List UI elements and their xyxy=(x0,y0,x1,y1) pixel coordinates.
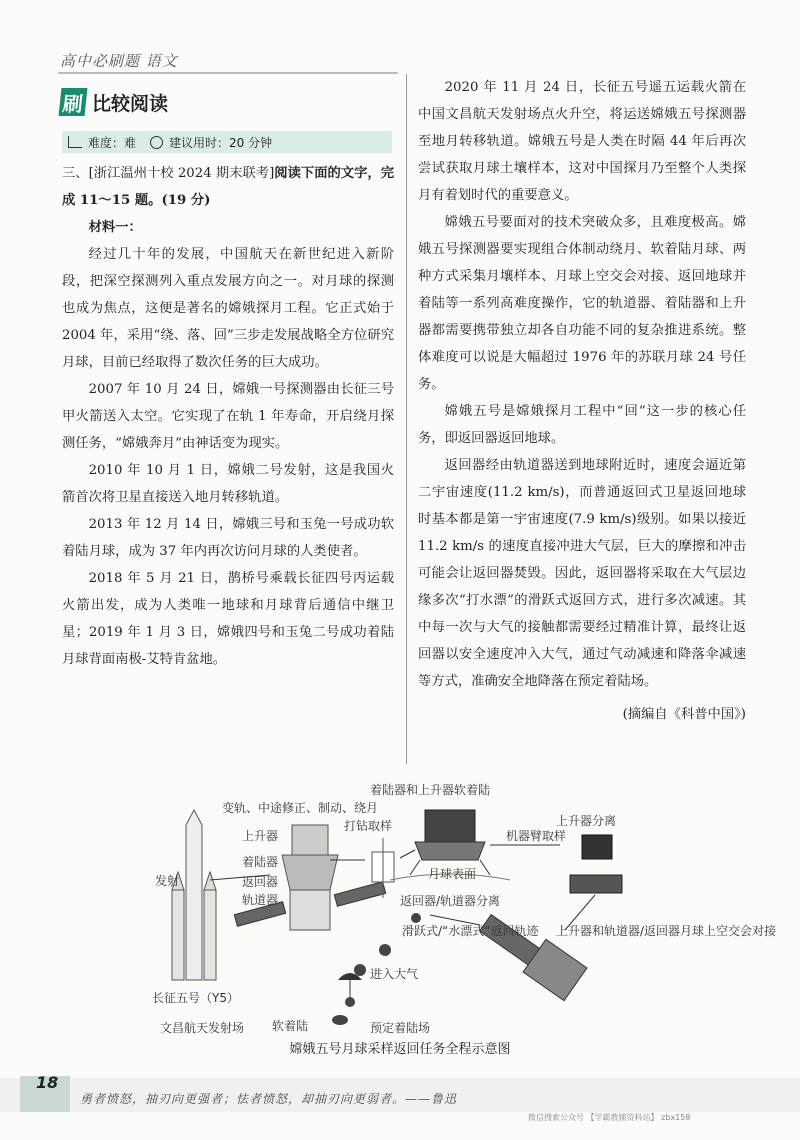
paragraph: 2010 年 10 月 1 日，嫦娥二号发射，这是我国火箭首次将卫星直接送入地月转移轨道。 xyxy=(62,463,394,505)
difficulty-label: 难度：难 xyxy=(88,135,137,150)
label-orbit-ops: 变轨、中途修正、制动、绕月 xyxy=(222,801,379,815)
paragraph: 返回器经由轨道器送到地球附近时，速度会逼近第二宇宙速度(11.2 km/s)，而普通返回式卫星返回地球时基本都是第一宇宙速度(7.9 km/s)级别。如果以接近 11.2 km/s 的速度直接冲进大气层，巨大的摩擦和冲击可能会让返回器焚毁。因此，返回器将采取在大气层边缘多次“打水漂”的滑跃式返回方式，进行多次减速。其中每一次与大气的接触都需要经过精准计算，最终让返回器以安全速度冲入大气，通过气动减速和降落伞减速等方式，准确安全地降落在预定着陆场。 xyxy=(418,458,746,689)
section-title xyxy=(60,88,168,116)
label-dock: 上升器和轨道器/返回器月球上空交会对接 xyxy=(556,924,777,938)
label-orbiter: 轨道器 xyxy=(242,893,279,907)
left-column xyxy=(62,160,394,673)
paragraph: 嫦娥五号是嫦娥探月工程中“回”这一步的核心任务，即返回器返回地球。 xyxy=(418,404,746,446)
brush-icon: 刷 xyxy=(59,88,88,116)
ascender-icon xyxy=(570,835,622,893)
label-land-on-moon: 着陆器和上升器软着陆 xyxy=(370,783,491,797)
label-launch: 发射 xyxy=(155,874,180,888)
label-returner: 返回器 xyxy=(242,875,279,889)
info-bar xyxy=(62,131,392,153)
mission-diagram xyxy=(60,780,777,1055)
source-citation: (摘编自《科普中国》) xyxy=(622,707,746,722)
rocket-icon xyxy=(172,810,216,980)
footer-quote: 勇者愤怒，抽刃向更强者；怯者愤怒，却抽刃向更弱者。——鲁迅 xyxy=(80,1092,458,1106)
paragraph: 2013 年 12 月 14 日，嫦娥三号和玉兔一号成功软着陆月球，成为 37 年内再次访问月球的人类使者。 xyxy=(62,517,394,559)
paragraph: 经过几十年的发展，中国航天在新世纪进入新阶段，把深空探测列入重点发展方向之一。对月球的探测也成为焦点，这便是著名的嫦娥探月工程。它正式始于 2004 年，采用“绕、落、回”三步走发展战略全方位研究月球，目前已经取得了数次任务的巨大成功。 xyxy=(62,247,394,370)
label-drill: 打钻取样 xyxy=(344,819,393,833)
landed-capsule-icon xyxy=(332,1015,348,1025)
parachute-icon xyxy=(338,973,362,1007)
label-landing-site: 预定着陆场 xyxy=(370,1021,431,1035)
label-reentry: 进入大气 xyxy=(370,967,419,981)
page-number: 18 xyxy=(36,1073,59,1092)
label-lander: 着陆器 xyxy=(242,855,279,869)
question-instruction: 阅读下面的文字，完成 11～15 题。(19 分) xyxy=(62,166,395,208)
label-soft-land: 软着陆 xyxy=(272,1019,309,1033)
question-source: 三、[浙江温州十校 2024 期末联考] xyxy=(62,166,275,181)
time-label: 建议用时：20 分钟 xyxy=(169,135,273,150)
paragraph: 嫦娥五号要面对的技术突破众多，且难度极高。嫦娥五号探测器要实现组合体制动绕月、软着陆月球、两种方式采集月壤样本、月球上空交会对接、返回地球并着陆等一系列高难度操作，它的轨道器、着陆器和上升器都需要携带独立却各自功能不同的复杂推进系统。整体难度可以说是大幅超过 1976 年的苏联月球 24 号任务。 xyxy=(418,215,746,392)
material-label: 材料一： xyxy=(88,220,142,235)
label-skip: 滑跃式/“水漂式”返回轨迹 xyxy=(402,924,539,938)
diagram-caption: 嫦娥五号月球采样返回任务全程示意图 xyxy=(289,1042,511,1057)
book-header: 高中必刷题 语文 xyxy=(60,52,178,70)
label-site: 文昌航天发射场 xyxy=(160,1021,245,1035)
clock-icon xyxy=(150,136,163,149)
difficulty-icon xyxy=(68,136,82,148)
paragraph: 2018 年 5 月 21 日，鹊桥号乘载长征四号丙运载火箭出发，成为人类唯一地球和月球背后通信中继卫星；2019 年 1 月 3 日，嫦娥四号和玉兔二号成功着陆月球背面南极-艾特肯盆地。 xyxy=(62,571,394,667)
label-arm: 机器臂取样 xyxy=(506,829,567,843)
label-asc-separate: 上升器分离 xyxy=(556,814,617,828)
watermark-text: 微信搜索公众号 【学霸教辅资料站】 zbx158 xyxy=(528,1113,691,1122)
label-separate: 返回器/轨道器分离 xyxy=(400,894,501,908)
column-divider xyxy=(406,74,407,764)
label-moon-surface: 月球表面 xyxy=(428,867,477,881)
paragraph: 2020 年 11 月 24 日，长征五号遥五运载火箭在中国文昌航天发射场点火升空，将运送嫦娥五号探测器至地月转移轨道。嫦娥五号是人类在时隔 44 年后再次尝试获取月球土壤样本，这对中国探月乃至整个人类探月有着划时代的重要意义。 xyxy=(418,80,746,203)
label-rocket: 长征五号（Y5） xyxy=(152,991,239,1005)
question-header xyxy=(62,160,394,214)
paragraph: 2007 年 10 月 24 日，嫦娥一号探测器由长征三号甲火箭送入太空。它实现了在轨 1 年寿命，开启绕月探测任务，“嫦娥奔月”由神话变为现实。 xyxy=(62,382,394,451)
section-title-text: 比较阅读 xyxy=(92,92,169,115)
header-divider xyxy=(58,72,398,74)
right-column xyxy=(418,74,746,728)
label-ascender: 上升器 xyxy=(242,829,279,843)
